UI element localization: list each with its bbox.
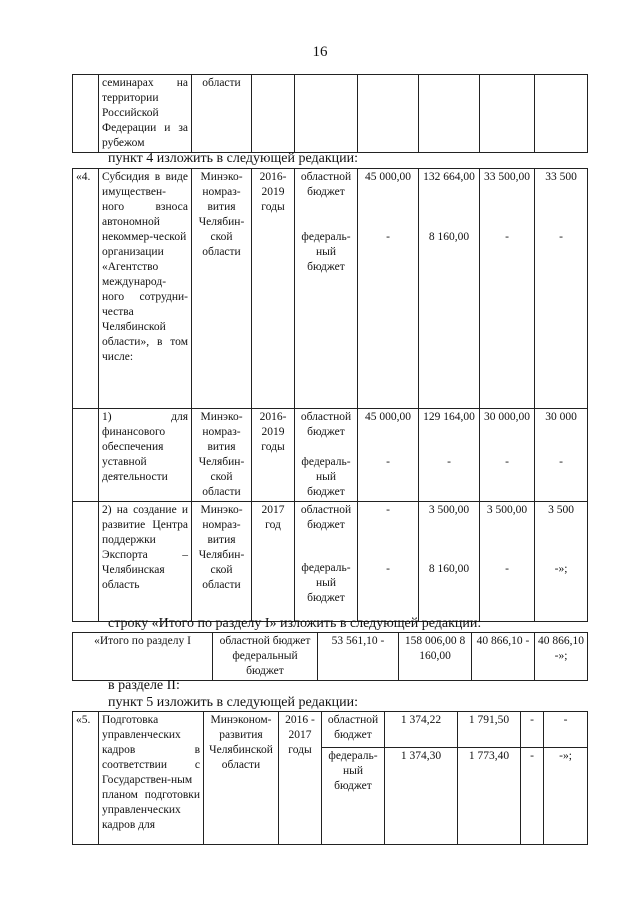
- cell-value-2: [419, 169, 480, 409]
- cell-value-3: [480, 409, 535, 502]
- cell-years: 2016 - 2017 годы: [279, 712, 322, 845]
- value-regional: 45 000,00: [365, 411, 411, 423]
- value-regional: 3 500: [548, 504, 574, 516]
- value-federal: -: [559, 456, 563, 468]
- value-federal: -»;: [554, 563, 568, 575]
- cell-exec: Минэко-номраз-вития Челябин-ской области: [192, 409, 252, 502]
- cell-source: [295, 169, 358, 409]
- cell-value-1: 1 374,30: [385, 748, 458, 845]
- source-regional: областной бюджет: [300, 171, 352, 198]
- cell-value-2: [419, 409, 480, 502]
- cell-source: [295, 409, 358, 502]
- cell-value-1: [358, 409, 419, 502]
- value-federal: -: [559, 231, 563, 243]
- cell-exec: Минэконом-развития Челябинской области: [204, 712, 279, 845]
- table-total: [72, 632, 588, 681]
- source-regional: областной бюджет: [300, 504, 352, 531]
- cell-num: [73, 502, 99, 622]
- value-regional: 132 664,00: [423, 171, 475, 183]
- paragraph-item-5: пункт 5 изложить в следующей редакции:: [108, 695, 358, 710]
- paragraph-total: строку «Итого по разделу I» изложить в следующей редакции:: [108, 616, 482, 631]
- cell-name: семинарах на территории Российской Федерации и за рубежом: [99, 75, 192, 153]
- cell-exec: Минэко-номраз-вития Челябин-ской области: [192, 169, 252, 409]
- cell-years: [252, 75, 295, 153]
- cell-value-1: [358, 169, 419, 409]
- cell-value-3: [480, 169, 535, 409]
- value-federal: -: [447, 456, 451, 468]
- table-continuation: [72, 74, 588, 153]
- cell-source: [295, 75, 358, 153]
- cell-value-4: [535, 75, 588, 153]
- cell-value-3: -: [521, 712, 544, 748]
- cell-name: Субсидия в виде имуществен-ного взноса автономной некоммер-ческой организации «Агентство международ-ного сотрудни-чества Челябинской области», в том числе:: [99, 169, 192, 409]
- cell-value-4: [535, 502, 588, 622]
- cell-total-source: областной бюджет федеральный бюджет: [213, 633, 318, 681]
- value-regional: 3 500,00: [428, 504, 470, 516]
- cell-value-1: 1 374,22: [385, 712, 458, 748]
- table-row: [73, 409, 588, 502]
- value-federal: 8 160,00: [428, 231, 470, 243]
- cell-total-value-1: 53 561,10 -: [318, 633, 399, 681]
- cell-total-value-4: 40 866,10 -»;: [535, 633, 588, 681]
- table-row: [73, 633, 588, 681]
- cell-num: «5.: [73, 712, 99, 845]
- cell-value-1: [358, 502, 419, 622]
- value-regional: -: [386, 504, 390, 516]
- value-federal: -: [386, 563, 390, 575]
- cell-value-2: [419, 502, 480, 622]
- cell-value-1: [358, 75, 419, 153]
- cell-source: федераль-ный бюджет: [322, 748, 385, 845]
- cell-num: «4.: [73, 169, 99, 409]
- table-row: [73, 169, 588, 409]
- cell-value-4: [535, 409, 588, 502]
- cell-source: областной бюджет: [322, 712, 385, 748]
- value-regional: 3 500,00: [486, 504, 528, 516]
- value-regional: 30 000: [545, 411, 577, 423]
- cell-value-2: 1 791,50: [458, 712, 521, 748]
- value-regional: 129 164,00: [423, 411, 475, 423]
- source-regional: областной бюджет: [300, 411, 352, 438]
- value-regional: 33 500: [545, 171, 577, 183]
- cell-value-4: -»;: [544, 748, 588, 845]
- cell-value-4: -: [544, 712, 588, 748]
- cell-total-value-3: 40 866,10 -: [472, 633, 535, 681]
- cell-years: 2016-2019 годы: [252, 169, 295, 409]
- cell-source: [295, 502, 358, 622]
- cell-value-3: -: [521, 748, 544, 845]
- cell-years: 2017 год: [252, 502, 295, 622]
- source-federal: федераль-ный бюджет: [301, 562, 351, 604]
- cell-num: [73, 75, 99, 153]
- cell-years: 2016-2019 годы: [252, 409, 295, 502]
- cell-total-label: «Итого по разделу I: [73, 633, 213, 681]
- table-item-5: [72, 711, 588, 845]
- value-regional: 45 000,00: [365, 171, 411, 183]
- table-row: [73, 712, 588, 748]
- value-federal: 8 160,00: [428, 563, 470, 575]
- cell-value-3: [480, 75, 535, 153]
- paragraph-section-2: в разделе II:: [108, 678, 180, 693]
- paragraph-item-4: пункт 4 изложить в следующей редакции:: [108, 151, 358, 166]
- table-item-4: [72, 168, 588, 622]
- source-federal: федераль-ный бюджет: [301, 231, 351, 273]
- value-regional: 30 000,00: [484, 411, 530, 423]
- value-federal: -: [386, 231, 390, 243]
- cell-exec: Минэко-номраз-вития Челябин-ской области: [192, 502, 252, 622]
- cell-value-4: [535, 169, 588, 409]
- cell-name: 1) для финансового обеспечения уставной деятельности: [99, 409, 192, 502]
- page-number: 16: [312, 44, 328, 60]
- cell-value-2: 1 773,40: [458, 748, 521, 845]
- cell-exec: области: [192, 75, 252, 153]
- cell-total-value-2: 158 006,00 8 160,00: [399, 633, 472, 681]
- cell-name: Подготовка управленческих кадров в соответствии с Государствен-ным планом подготовки управленческих кадров для: [99, 712, 204, 845]
- cell-value-2: [419, 75, 480, 153]
- value-federal: -: [386, 456, 390, 468]
- table-row: [73, 75, 588, 153]
- source-federal: федераль-ный бюджет: [301, 456, 351, 498]
- cell-name: 2) на создание и развитие Центра поддержки Экспорта – Челябинская область: [99, 502, 192, 622]
- cell-num: [73, 409, 99, 502]
- value-regional: 33 500,00: [484, 171, 530, 183]
- value-federal: -: [505, 456, 509, 468]
- table-row: [73, 502, 588, 622]
- value-federal: -: [505, 563, 509, 575]
- cell-value-3: [480, 502, 535, 622]
- value-federal: -: [505, 231, 509, 243]
